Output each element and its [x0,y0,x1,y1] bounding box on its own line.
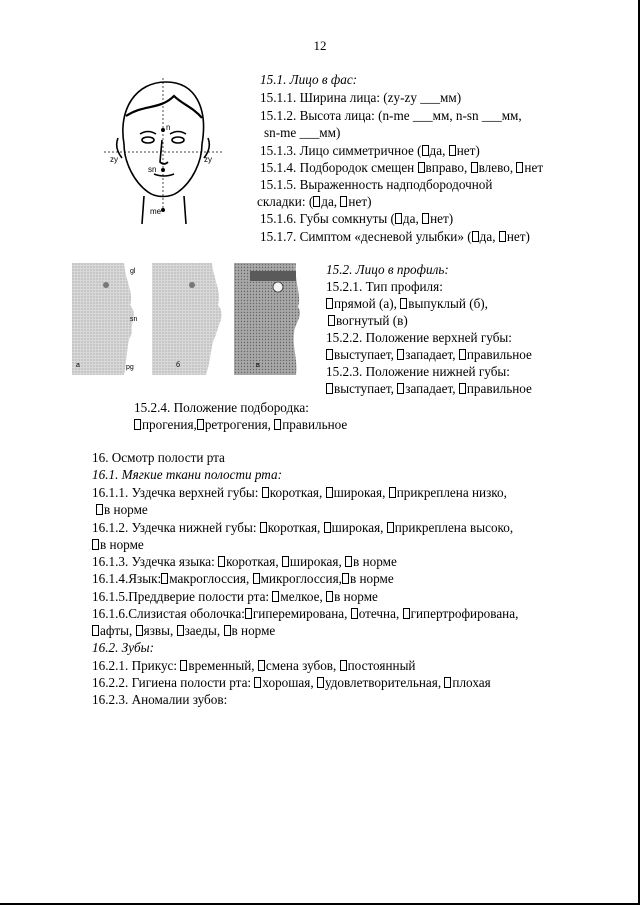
checkbox-icon[interactable] [245,608,252,619]
label-sn: sn [130,316,138,323]
checkbox-icon[interactable] [459,383,466,394]
line-15-2-1-opts: прямой (а), выпуклый (б), [326,296,488,312]
checkbox-icon[interactable] [422,145,429,156]
line-16-1-4: 16.1.4.Язык: макроглоссия, микроглоссия, в норме [92,571,394,586]
label-v: в [256,362,260,369]
checkbox-icon[interactable] [499,231,506,242]
checkbox-icon[interactable] [258,660,265,671]
label-pg: pg [126,364,134,371]
line-15-1-5-cont: складки: ( да, нет) [257,194,372,209]
profile-photos-figure [72,263,302,378]
checkbox-icon[interactable] [96,504,103,515]
line-15-2-3: 15.2.3. Положение нижней губы: [326,364,510,379]
checkbox-icon[interactable] [161,573,168,584]
label-a: а [76,362,80,369]
checkbox-icon[interactable] [260,522,267,533]
heading-teeth: 16.2. Зубы: [92,640,155,655]
line-15-1-1: 15.1.1. Ширина лица: (zy-zy ___мм) [260,90,462,105]
checkbox-icon[interactable] [472,231,479,242]
line-15-2-4: 15.2.4. Положение подбородка: [134,400,309,415]
checkbox-icon[interactable] [218,556,225,567]
line-16-1-5: 16.1.5.Преддверие полости рта: мелкое, в норме [92,589,378,604]
line-16-2-3: 16.2.3. Аномалии зубов: [92,692,228,707]
label-gl: gl [130,268,136,275]
checkbox-icon[interactable] [92,539,99,550]
line-15-2-2-opts: выступает, западает, правильное [326,347,532,363]
n-point [161,128,165,132]
line-15-1-2-cont: sn-me ___мм) [264,125,341,140]
checkbox-icon[interactable] [326,487,333,498]
checkbox-icon[interactable] [397,383,404,394]
checkbox-icon[interactable] [340,196,347,207]
checkbox-icon[interactable] [317,677,324,688]
checkbox-icon[interactable] [92,625,99,636]
checkbox-icon[interactable] [397,349,404,360]
checkbox-icon[interactable] [326,591,333,602]
line-15-1-2: 15.1.2. Высота лица: (n-me ___мм, n-sn ___мм, [260,108,522,123]
checkbox-icon[interactable] [272,591,279,602]
checkbox-icon[interactable] [326,349,333,360]
line-15-2-1: 15.2.1. Тип профиля: [326,279,443,294]
line-15-1-7: 15.1.7. Симптом «десневой улыбки» ( да, нет) [260,229,530,244]
line-16-1-6-cont: афты, язвы, заеды, в норме [92,623,275,639]
heading-profile: 15.2. Лицо в профиль: [326,262,449,277]
line-16-2-2: 16.2.2. Гигиена полости рта: хорошая, удовлетворительная, плохая [92,675,491,690]
checkbox-icon[interactable] [422,213,429,224]
checkbox-icon[interactable] [328,315,335,326]
line-16-1-6: 16.1.6.Слизистая оболочка: гиперемирована, отечна, гипертрофирована, [92,606,519,621]
line-16-1-3: 16.1.3. Уздечка языка: короткая, широкая, в норме [92,554,397,569]
checkbox-icon[interactable] [340,660,347,671]
checkbox-icon[interactable] [253,573,260,584]
checkbox-icon[interactable] [418,162,425,173]
line-16-1-1-cont: в норме [96,502,148,518]
checkbox-icon[interactable] [224,625,231,636]
zy-left-label: zy [110,155,118,164]
checkbox-icon[interactable] [197,419,204,430]
checkbox-icon[interactable] [351,608,358,619]
page-number: 12 [313,38,327,53]
heading-face-front: 15.1. Лицо в фас: [260,72,358,87]
me-label: me [150,207,162,216]
checkbox-icon[interactable] [326,298,333,309]
checkbox-icon[interactable] [459,349,466,360]
line-15-2-1-opts2: вогнутый (в) [328,313,408,329]
line-15-1-6: 15.1.6. Губы сомкнуты ( да, нет) [260,211,454,226]
line-16-1-2: 16.1.2. Уздечка нижней губы: короткая, широкая, прикреплена высоко, [92,520,514,535]
me-point [161,208,165,212]
sn-label: sn [148,165,157,174]
checkbox-icon[interactable] [400,298,407,309]
checkbox-icon[interactable] [136,625,143,636]
profile-b [152,263,221,375]
line-16-2-1: 16.2.1. Прикус: временный, смена зубов, постоянный [92,658,416,673]
line-16-1-1: 16.1.1. Уздечка верхней губы: короткая, широкая, прикреплена низко, [92,485,507,500]
line-15-1-4: 15.1.4. Подбородок смещен вправо, влево, нет [260,160,544,175]
checkbox-icon[interactable] [326,383,333,394]
checkbox-icon[interactable] [262,487,269,498]
label-b: б [176,362,181,369]
line-15-2-4-opts: прогения, ретрогения, правильное [134,417,347,433]
line-15-1-5: 15.1.5. Выраженность надподбородочной [260,177,493,192]
checkbox-icon[interactable] [345,556,352,567]
checkbox-icon[interactable] [177,625,184,636]
zy-right-label: zy [204,155,212,164]
checkbox-icon[interactable] [403,608,410,619]
line-16-1-2-cont: в норме [92,537,144,553]
checkbox-icon[interactable] [313,196,320,207]
section-16-title: 16. Осмотр полости рта [92,450,225,465]
checkbox-icon[interactable] [274,419,281,430]
n-label: n [166,123,171,132]
sn-point [161,168,165,172]
checkbox-icon[interactable] [444,677,451,688]
checkbox-icon[interactable] [395,213,402,224]
heading-soft-tissue: 16.1. Мягкие ткани полости рта: [92,467,282,482]
checkbox-icon[interactable] [282,556,289,567]
line-15-2-3-opts: выступает, западает, правильное [326,381,532,397]
checkbox-icon[interactable] [516,162,523,173]
checkbox-icon[interactable] [389,487,396,498]
checkbox-icon[interactable] [449,145,456,156]
checkbox-icon[interactable] [134,419,141,430]
profile-v [234,263,300,375]
checkbox-icon[interactable] [324,522,331,533]
checkbox-icon[interactable] [342,573,349,584]
checkbox-icon[interactable] [471,162,478,173]
checkbox-icon[interactable] [180,660,187,671]
checkbox-icon[interactable] [254,677,261,688]
profile-a [72,263,134,375]
checkbox-icon[interactable] [387,522,394,533]
line-15-2-2: 15.2.2. Положение верхней губы: [326,330,512,345]
face-front-figure [104,74,222,224]
line-15-1-3: 15.1.3. Лицо симметричное ( да, нет) [260,143,480,158]
